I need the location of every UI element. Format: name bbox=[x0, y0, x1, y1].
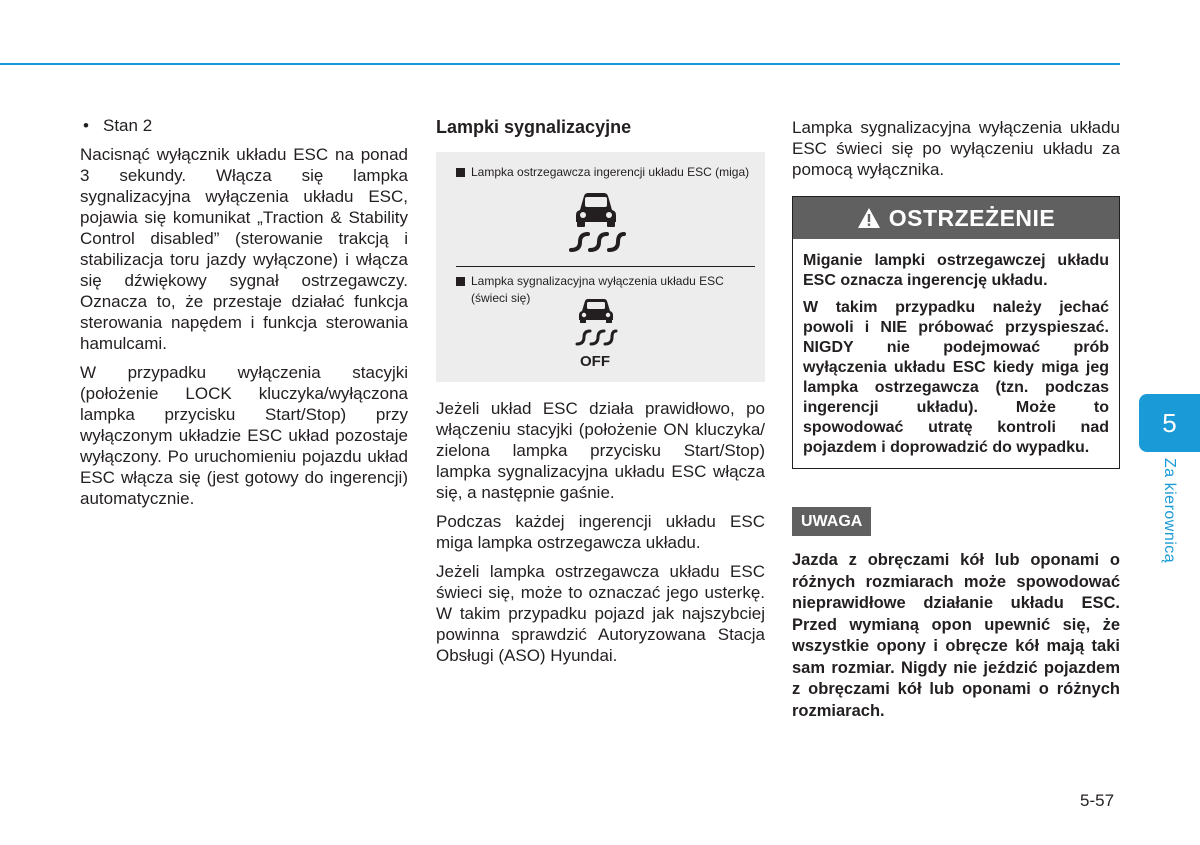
page-number: 5-57 bbox=[1080, 791, 1115, 810]
warning-body bbox=[803, 239, 1109, 468]
column-2 bbox=[436, 115, 765, 674]
paragraph: Nacisnąć wyłącznik układu ESC na ponad 3 sekundy. Włącza się lampka sygnalizacyjna wyłączenia układu ESC, pojawia się komunikat „Traction & Stability Control disabled” (sterowanie trakcją i stabilizacja toru jazdy wyłączone) i włącza się dźwiękowy sygnał ostrzegawczy. Oznacza to, że przestaje działać funkcja sterowania napędem i funkcja sterowania hamulcami. bbox=[80, 145, 408, 353]
paragraph: W przypadku wyłączenia stacyjki (położenie LOCK kluczyka/wyłączona lampka przycisku Start/Stop) przy wyłączonym układzie ESC układ pozostaje wyłączony. Po uruchomieniu pojazdu układ ESC włącza się (jest gotowy do ingerencji) automatycznie. bbox=[80, 363, 408, 508]
column-3 bbox=[792, 115, 1120, 722]
esc-active-icon bbox=[566, 188, 626, 254]
bullet-text: Stan 2 bbox=[103, 116, 153, 135]
paragraph: Lampka sygnalizacyjna wyłączenia układu ESC świeci się po wyłączeniu układu za pomocą wyłącznika. bbox=[792, 118, 1120, 179]
bullet-item bbox=[80, 115, 408, 136]
paragraph: Jeżeli lampka ostrzegawcza układu ESC świeci się, może to oznaczać jego usterkę. W takim przypadku pojazd jak najszybciej powinna sprawdzić Autoryzowana Stacja Obsługi (ASO) Hyundai. bbox=[436, 562, 765, 665]
warning-box bbox=[792, 196, 1120, 469]
warning-paragraph: Miganie lampki ostrzegawczej układu ESC oznacza ingerencję układu. bbox=[803, 252, 1109, 289]
warning-triangle-icon bbox=[857, 207, 881, 229]
note-badge: UWAGA bbox=[792, 507, 871, 536]
warning-paragraph: W takim przypadku należy jechać powoli i NIE próbować przyspieszać. NIGDY nie podejmować prób wyłączenia układu ESC kiedy miga jeg lampka ostrzegawcza (tzn. podczas ingerencji układu). Może to spowodować utratę kontroli nad pojazdem i doprowadzić do wypadku. bbox=[803, 299, 1109, 456]
lamp-esc-active bbox=[456, 164, 755, 181]
warning-header bbox=[793, 197, 1119, 239]
off-label: OFF bbox=[580, 353, 610, 370]
top-rule bbox=[0, 63, 1120, 65]
chapter-label: Za kierownicą bbox=[1161, 458, 1178, 564]
lamp-caption: Lampka sygnalizacyjna wyłączenia układu ESC (świeci się) bbox=[471, 274, 724, 305]
note-text: Jazda z obręczami kół lub oponami o różnych rozmiarach może spowodować nieprawidłowe działanie układu ESC. Przed wymianą opon upewnić się, że wszystkie opony i obręcze kół mają taki sam rozmiar. Nigdy nie jeździć pojazdem z obręczami kół lub oponami o różnych rozmiarach. bbox=[792, 551, 1120, 720]
lamp-divider bbox=[456, 266, 755, 267]
square-bullet-icon bbox=[456, 168, 465, 177]
bullet-dot: • bbox=[83, 116, 89, 135]
column-1 bbox=[80, 115, 408, 517]
chapter-tab: 5 bbox=[1139, 394, 1200, 452]
warning-title: OSTRZEŻENIE bbox=[888, 204, 1056, 231]
indicator-lamps-box bbox=[436, 152, 765, 382]
paragraph: Podczas każdej ingerencji układu ESC miga lampka ostrzegawcza układu. bbox=[436, 512, 765, 552]
section-heading: Lampki sygnalizacyjne bbox=[436, 117, 632, 137]
esc-off-icon bbox=[574, 296, 618, 348]
paragraph: Jeżeli układ ESC działa prawidłowo, po włączeniu stacyjki (położenie ON kluczyka/ zielona lampka przycisku Start/Stop) lampka sygnalizacyjna układu ESC włącza się, a następnie gaśnie. bbox=[436, 399, 765, 502]
square-bullet-icon bbox=[456, 277, 465, 286]
lamp-caption: Lampka ostrzegawcza ingerencji układu ESC (miga) bbox=[471, 165, 750, 179]
